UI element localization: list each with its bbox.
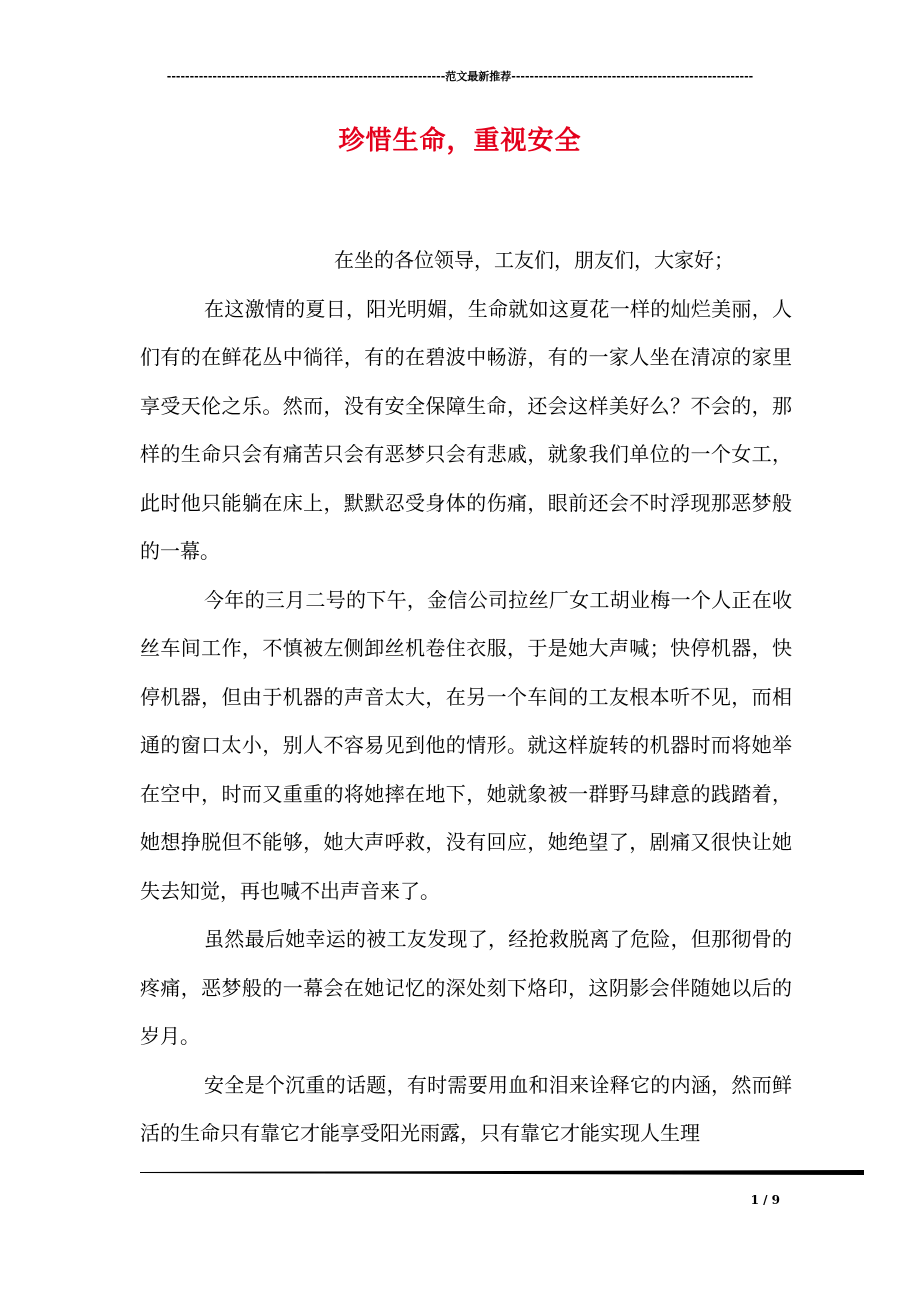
body-paragraph: 在这激情的夏日，阳光明媚，生命就如这夏花一样的灿烂美丽，人们有的在鲜花丛中徜徉，有的在碧波中畅游，有的一家人坐在清凉的家里享受天伦之乐。然而，没有安全保障生命，还会这样美好么？不会的，那样的生命只会有痛苦只会有恶梦只会有悲戚，就象我们单位的一个女工，此时他只能躺在床上，默默忍受身体的伤痛，眼前还会不时浮现那恶梦般的一幕。 bbox=[140, 296, 792, 563]
document-body bbox=[140, 236, 792, 1158]
page-number: 1 / 9 bbox=[750, 1193, 780, 1207]
footer-divider bbox=[140, 1170, 864, 1175]
page-header: -------------------------------------------------------------范文最新推荐----------------------------------------------------- bbox=[166, 70, 754, 83]
document-title: 珍惜生命，重视安全 bbox=[338, 126, 582, 156]
body-paragraph: 虽然最后她幸运的被工友发现了，经抢救脱离了危险，但那彻骨的疼痛，恶梦般的一幕会在她记忆的深处刻下烙印，这阴影会伴随她以后的岁月。 bbox=[140, 927, 792, 1048]
body-paragraph: 今年的三月二号的下午，金信公司拉丝厂女工胡业梅一个人正在收丝车间工作，不慎被左侧卸丝机卷住衣服，于是她大声喊；快停机器，快停机器，但由于机器的声音太大，在另一个车间的工友根本听不见，而相通的窗口太小，别人不容易见到他的情形。就这样旋转的机器时而将她举在空中，时而又重重的将她摔在地下，她就象被一群野马肆意的践踏着，她想挣脱但不能够，她大声呼救，没有回应，她绝望了，剧痛又很快让她失去知觉，再也喊不出声音来了。 bbox=[140, 587, 792, 903]
salutation-paragraph: 在坐的各位领导，工友们，朋友们，大家好； bbox=[334, 248, 734, 272]
body-paragraph: 安全是个沉重的话题，有时需要用血和泪来诠释它的内涵，然而鲜活的生命只有靠它才能享受阳光雨露，只有靠它才能实现人生理 bbox=[140, 1072, 792, 1145]
